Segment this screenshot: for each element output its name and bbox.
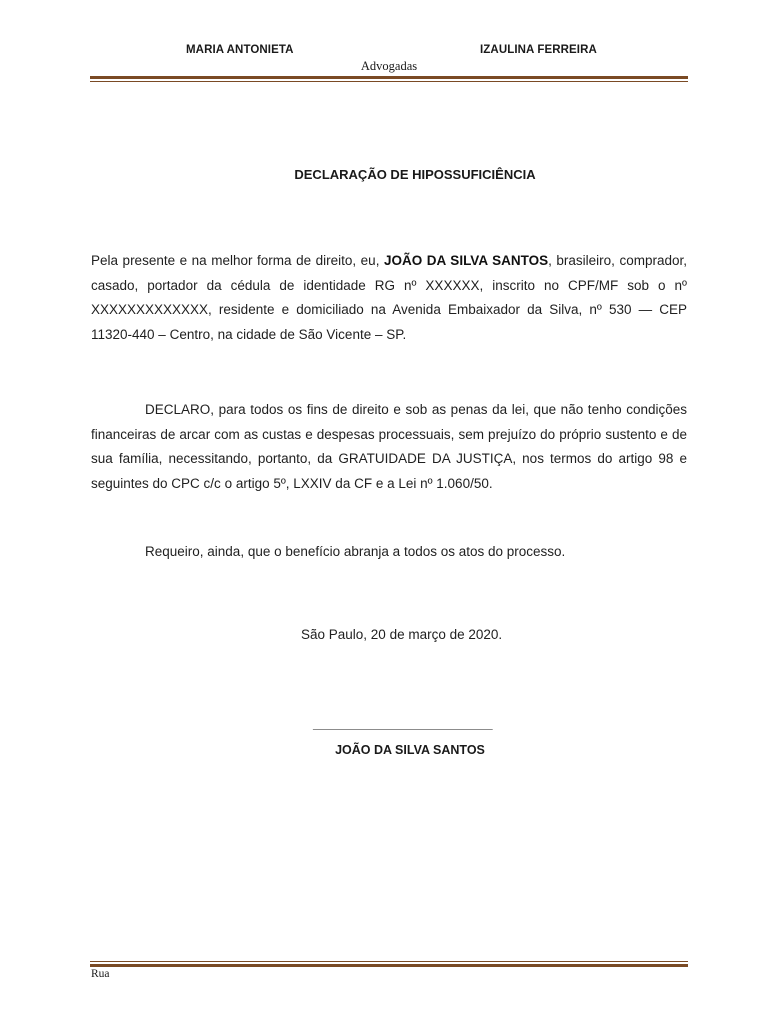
footer-address: Rua xyxy=(91,968,110,980)
signature-name: JOÃO DA SILVA SANTOS xyxy=(335,743,485,757)
paragraph-identification xyxy=(91,249,687,347)
header-right-name: IZAULINA FERREIRA xyxy=(480,44,597,56)
paragraph-declaration-text: DECLARO, para todos os fins de direito e sob as penas da lei, que não tenho condições financeiras de arcar com as custas e despesas processuais, sem prejuízo do próprio sustento e de sua família, necessitando, portanto, da GRATUIDADE DA JUSTIÇA, nos termos do artigo 98 e seguintes do CPC c/c o artigo 5º, LXXIV da CF e a Lei nº 1.060/50. xyxy=(91,402,687,491)
place-date: São Paulo, 20 de março de 2020. xyxy=(301,627,503,642)
paragraph-identification-rest: , brasileiro, comprador, casado, portador da cédula de identidade RG nº XXXXXX, inscrito no CPF/MF sob o nº XXXXXXXXXXXXX, residente e domiciliado na Avenida Embaixador da Silva, nº 530 — CEP 11320-440 – Centro, na cidade de São Vicente – SP. xyxy=(91,253,687,342)
declarant-name: JOÃO DA SILVA SANTOS xyxy=(383,253,549,268)
header-rule-thick xyxy=(90,76,688,79)
header-rule-thin xyxy=(90,81,688,82)
header-left-name: MARIA ANTONIETA xyxy=(186,44,294,56)
header-subtitle: Advogadas xyxy=(360,59,418,73)
signature-line: ___________________________ xyxy=(313,716,493,731)
paragraph-request xyxy=(91,540,687,565)
paragraph-declaration xyxy=(91,398,687,496)
document-title: DECLARAÇÃO DE HIPOSSUFICIÊNCIA xyxy=(294,167,536,182)
paragraph-identification-intro: Pela presente e na melhor forma de direito, eu, xyxy=(91,253,384,268)
footer-rule-thick xyxy=(90,964,688,967)
paragraph-request-text: Requeiro, ainda, que o benefício abranja a todos os atos do processo. xyxy=(145,544,566,559)
footer-rule-thin xyxy=(90,961,688,962)
